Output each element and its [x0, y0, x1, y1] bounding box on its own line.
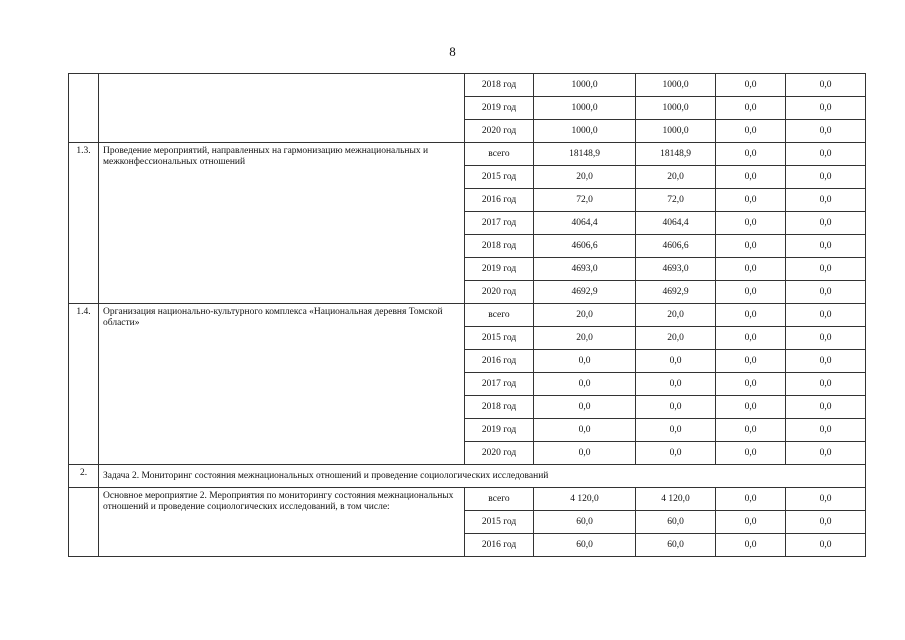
period-cell: 2018 год: [465, 235, 534, 258]
table-row: [69, 488, 866, 511]
period-cell: 2016 год: [465, 350, 534, 373]
value-cell: 1000,0: [636, 97, 716, 120]
value-cell: 0,0: [716, 327, 786, 350]
value-cell: 4064,4: [636, 212, 716, 235]
value-cell: 0,0: [716, 258, 786, 281]
period-cell: 2020 год: [465, 281, 534, 304]
page-number: 8: [449, 44, 456, 59]
value-cell: 1000,0: [534, 97, 636, 120]
value-cell: 20,0: [534, 327, 636, 350]
row-number: [69, 74, 99, 143]
value-cell: 0,0: [636, 373, 716, 396]
row-number: 1.4.: [69, 304, 99, 465]
value-cell: 0,0: [786, 281, 866, 304]
activity-name: [99, 74, 465, 143]
value-cell: 18148,9: [636, 143, 716, 166]
value-cell: 0,0: [716, 235, 786, 258]
value-cell: 0,0: [786, 74, 866, 97]
value-cell: 18148,9: [534, 143, 636, 166]
value-cell: 60,0: [534, 511, 636, 534]
value-cell: 4693,0: [534, 258, 636, 281]
period-cell: 2019 год: [465, 419, 534, 442]
value-cell: 20,0: [534, 304, 636, 327]
activity-name: Проведение мероприятий, направленных на гармонизацию межнациональных и межконфессиональных отношений: [99, 143, 465, 304]
value-cell: 0,0: [716, 189, 786, 212]
value-cell: 0,0: [716, 350, 786, 373]
table-row: [69, 143, 866, 166]
value-cell: 0,0: [534, 373, 636, 396]
period-cell: всего: [465, 488, 534, 511]
value-cell: 4 120,0: [636, 488, 716, 511]
value-cell: 0,0: [636, 419, 716, 442]
value-cell: 0,0: [716, 97, 786, 120]
period-cell: 2016 год: [465, 534, 534, 557]
value-cell: 4692,9: [636, 281, 716, 304]
value-cell: 1000,0: [534, 120, 636, 143]
value-cell: 4692,9: [534, 281, 636, 304]
period-cell: 2018 год: [465, 396, 534, 419]
value-cell: 0,0: [786, 189, 866, 212]
value-cell: 0,0: [786, 373, 866, 396]
value-cell: 0,0: [534, 442, 636, 465]
value-cell: 60,0: [636, 534, 716, 557]
value-cell: 0,0: [786, 143, 866, 166]
period-cell: всего: [465, 304, 534, 327]
value-cell: 60,0: [534, 534, 636, 557]
activity-name: Организация национально-культурного комплекса «Национальная деревня Томской области»: [99, 304, 465, 465]
value-cell: 0,0: [786, 97, 866, 120]
period-cell: 2019 год: [465, 258, 534, 281]
value-cell: 0,0: [786, 488, 866, 511]
period-cell: 2019 год: [465, 97, 534, 120]
period-cell: 2016 год: [465, 189, 534, 212]
value-cell: 72,0: [534, 189, 636, 212]
value-cell: 0,0: [786, 442, 866, 465]
value-cell: 0,0: [786, 350, 866, 373]
period-cell: 2015 год: [465, 166, 534, 189]
period-cell: 2017 год: [465, 373, 534, 396]
value-cell: 72,0: [636, 189, 716, 212]
value-cell: 0,0: [716, 534, 786, 557]
period-cell: 2018 год: [465, 74, 534, 97]
value-cell: 0,0: [716, 74, 786, 97]
value-cell: 0,0: [786, 166, 866, 189]
task-row: [69, 465, 866, 488]
value-cell: 0,0: [786, 419, 866, 442]
value-cell: 0,0: [716, 488, 786, 511]
value-cell: 0,0: [636, 350, 716, 373]
value-cell: 0,0: [716, 396, 786, 419]
value-cell: 0,0: [534, 396, 636, 419]
value-cell: 0,0: [786, 258, 866, 281]
table-row: [69, 304, 866, 327]
value-cell: 0,0: [716, 166, 786, 189]
value-cell: 0,0: [786, 304, 866, 327]
period-cell: 2015 год: [465, 511, 534, 534]
value-cell: 0,0: [786, 235, 866, 258]
table-row: [69, 74, 866, 97]
value-cell: 1000,0: [636, 120, 716, 143]
row-number: 2.: [69, 465, 99, 488]
value-cell: 20,0: [636, 327, 716, 350]
value-cell: 4693,0: [636, 258, 716, 281]
period-cell: 2017 год: [465, 212, 534, 235]
period-cell: 2020 год: [465, 120, 534, 143]
task-title: Задача 2. Мониторинг состояния межнациональных отношений и проведение социологических исследований: [99, 465, 866, 488]
value-cell: 0,0: [716, 304, 786, 327]
value-cell: 4606,6: [534, 235, 636, 258]
value-cell: 0,0: [716, 373, 786, 396]
row-number: [69, 488, 99, 557]
value-cell: 0,0: [716, 281, 786, 304]
value-cell: 0,0: [716, 143, 786, 166]
value-cell: 4 120,0: [534, 488, 636, 511]
value-cell: 0,0: [716, 511, 786, 534]
value-cell: 20,0: [636, 304, 716, 327]
value-cell: 4606,6: [636, 235, 716, 258]
value-cell: 0,0: [716, 212, 786, 235]
value-cell: 0,0: [786, 327, 866, 350]
budget-table: [68, 73, 866, 557]
value-cell: 20,0: [534, 166, 636, 189]
value-cell: 0,0: [716, 419, 786, 442]
value-cell: 20,0: [636, 166, 716, 189]
value-cell: 4064,4: [534, 212, 636, 235]
period-cell: всего: [465, 143, 534, 166]
value-cell: 1000,0: [534, 74, 636, 97]
value-cell: 60,0: [636, 511, 716, 534]
value-cell: 0,0: [786, 534, 866, 557]
value-cell: 0,0: [636, 442, 716, 465]
value-cell: 0,0: [636, 396, 716, 419]
activity-name: Основное мероприятие 2. Мероприятия по мониторингу состояния межнациональных отношений и проведение социологических исследований, в том числе:: [99, 488, 465, 557]
row-number: 1.3.: [69, 143, 99, 304]
value-cell: 0,0: [534, 350, 636, 373]
period-cell: 2020 год: [465, 442, 534, 465]
value-cell: 0,0: [786, 511, 866, 534]
period-cell: 2015 год: [465, 327, 534, 350]
value-cell: 0,0: [534, 419, 636, 442]
value-cell: 0,0: [786, 120, 866, 143]
value-cell: 0,0: [716, 442, 786, 465]
value-cell: 0,0: [786, 212, 866, 235]
value-cell: 0,0: [786, 396, 866, 419]
value-cell: 0,0: [716, 120, 786, 143]
value-cell: 1000,0: [636, 74, 716, 97]
